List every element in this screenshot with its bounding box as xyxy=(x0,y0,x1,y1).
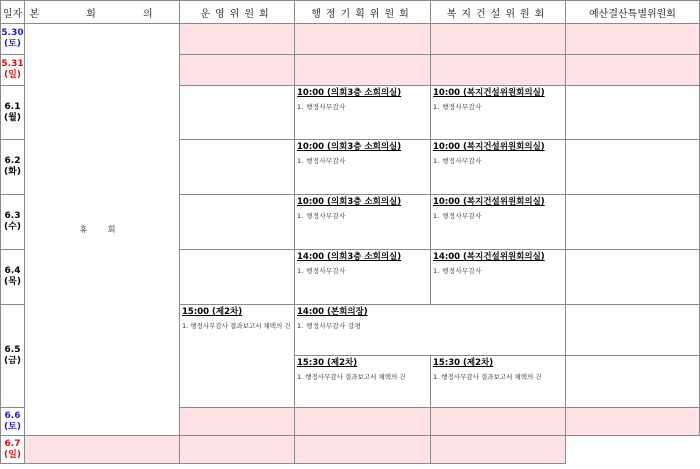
empty-cell xyxy=(566,356,700,408)
event-cell xyxy=(295,356,431,408)
date-cell xyxy=(1,436,25,464)
event-time: 15:00 (제2차) xyxy=(182,307,243,317)
event-item: 1. 행정사무감사 xyxy=(433,267,482,275)
event-cell xyxy=(295,250,431,305)
event-time: 14:00 (본회의장) xyxy=(297,307,368,317)
header-admin-planning-committee: 행정기획위원회 xyxy=(295,1,431,24)
event-cell xyxy=(295,305,566,356)
plenary-recess-cell xyxy=(25,24,180,436)
header-plenary: 본 회 의 xyxy=(25,1,180,24)
empty-cell xyxy=(180,86,295,140)
weekend-cell xyxy=(431,24,566,55)
weekend-cell xyxy=(180,408,295,436)
event-cell xyxy=(431,356,566,408)
empty-cell xyxy=(566,140,700,195)
date-label: 5.31 (일) xyxy=(1,59,24,80)
weekend-cell xyxy=(431,55,566,86)
empty-cell xyxy=(566,86,700,140)
date-cell xyxy=(1,24,25,55)
event-item: 1. 행정사무감사 xyxy=(297,103,346,111)
date-label: 6.2 (화) xyxy=(4,156,21,177)
event-cell xyxy=(431,140,566,195)
date-cell xyxy=(1,140,25,195)
empty-cell xyxy=(180,140,295,195)
event-time: 10:00 (의회3층 소회의실) xyxy=(297,197,402,207)
weekend-cell xyxy=(180,436,295,464)
event-cell xyxy=(431,250,566,305)
date-label: 6.7 (일) xyxy=(4,438,21,460)
event-time: 10:00 (의회3층 소회의실) xyxy=(297,142,402,152)
weekend-cell xyxy=(431,436,566,464)
event-cell xyxy=(295,140,431,195)
date-cell xyxy=(1,250,25,305)
weekend-cell xyxy=(295,24,431,55)
event-item: 1. 행정사무감사 강평 xyxy=(297,322,362,330)
event-item: 1. 행정사무감사 결과보고서 채택의 건 xyxy=(297,373,406,381)
event-item: 1. 행정사무감사 xyxy=(433,157,482,165)
weekend-cell xyxy=(25,436,180,464)
event-time: 10:00 (복지건설위원회의실) xyxy=(433,142,545,152)
date-label: 6.5 (금) xyxy=(4,345,21,366)
date-label: 6.1 (월) xyxy=(4,101,21,123)
date-label: 6.6 (토) xyxy=(4,410,21,432)
weekend-cell xyxy=(295,408,431,436)
weekend-cell xyxy=(295,436,431,464)
event-cell xyxy=(295,86,431,140)
empty-cell xyxy=(180,195,295,250)
date-cell xyxy=(1,86,25,140)
empty-cell xyxy=(566,250,700,305)
event-item: 1. 행정사무감사 xyxy=(297,267,346,275)
plenary-recess-label: 휴 회 xyxy=(79,225,125,234)
event-cell xyxy=(431,195,566,250)
event-cell xyxy=(295,195,431,250)
empty-cell xyxy=(566,195,700,250)
event-item: 1. 행정사무감사 xyxy=(433,103,482,111)
empty-cell xyxy=(180,250,295,305)
date-label: 5.30 (토) xyxy=(1,28,24,49)
header-budget-committee: 예산결산특별위원회 xyxy=(566,1,700,24)
weekend-cell xyxy=(295,55,431,86)
event-item: 1. 행정사무감사 결과보고서 채택의 건 xyxy=(433,373,542,381)
event-time: 14:00 (의회3층 소회의실) xyxy=(297,252,402,262)
weekend-cell xyxy=(566,55,700,86)
weekend-cell xyxy=(431,408,566,436)
row-6-7 xyxy=(1,436,700,464)
weekend-cell xyxy=(180,24,295,55)
event-item: 1. 행정사무감사 xyxy=(297,212,346,220)
event-time: 10:00 (복지건설위원회의실) xyxy=(433,197,545,207)
date-cell xyxy=(1,305,25,408)
date-cell xyxy=(1,55,25,86)
event-item: 1. 행정사무감사 xyxy=(433,212,482,220)
date-label: 6.4 (목) xyxy=(4,266,21,287)
weekend-cell xyxy=(566,24,700,55)
header-date: 일자 xyxy=(1,1,25,24)
header-row xyxy=(1,1,700,24)
event-item: 1. 행정사무감사 xyxy=(297,157,346,165)
date-label: 6.3 (수) xyxy=(4,211,21,232)
event-time: 15:30 (제2차) xyxy=(433,358,494,368)
event-time: 15:30 (제2차) xyxy=(297,358,358,368)
header-operations-committee: 운영위원회 xyxy=(180,1,295,24)
event-item: 1. 행정사무감사 결과보고서 채택의 건 xyxy=(182,322,291,330)
date-cell xyxy=(1,408,25,436)
row-5-30 xyxy=(1,24,700,55)
date-cell xyxy=(1,195,25,250)
event-time: 10:00 (복지건설위원회의실) xyxy=(433,88,545,98)
event-time: 10:00 (의회3층 소회의실) xyxy=(297,88,402,98)
event-cell xyxy=(180,305,295,408)
empty-cell xyxy=(566,305,700,356)
weekend-cell xyxy=(180,55,295,86)
event-time: 14:00 (복지건설위원회의실) xyxy=(433,252,545,262)
header-welfare-construction-committee: 복지건설위원회 xyxy=(431,1,566,24)
event-cell xyxy=(431,86,566,140)
weekend-cell xyxy=(566,408,700,436)
